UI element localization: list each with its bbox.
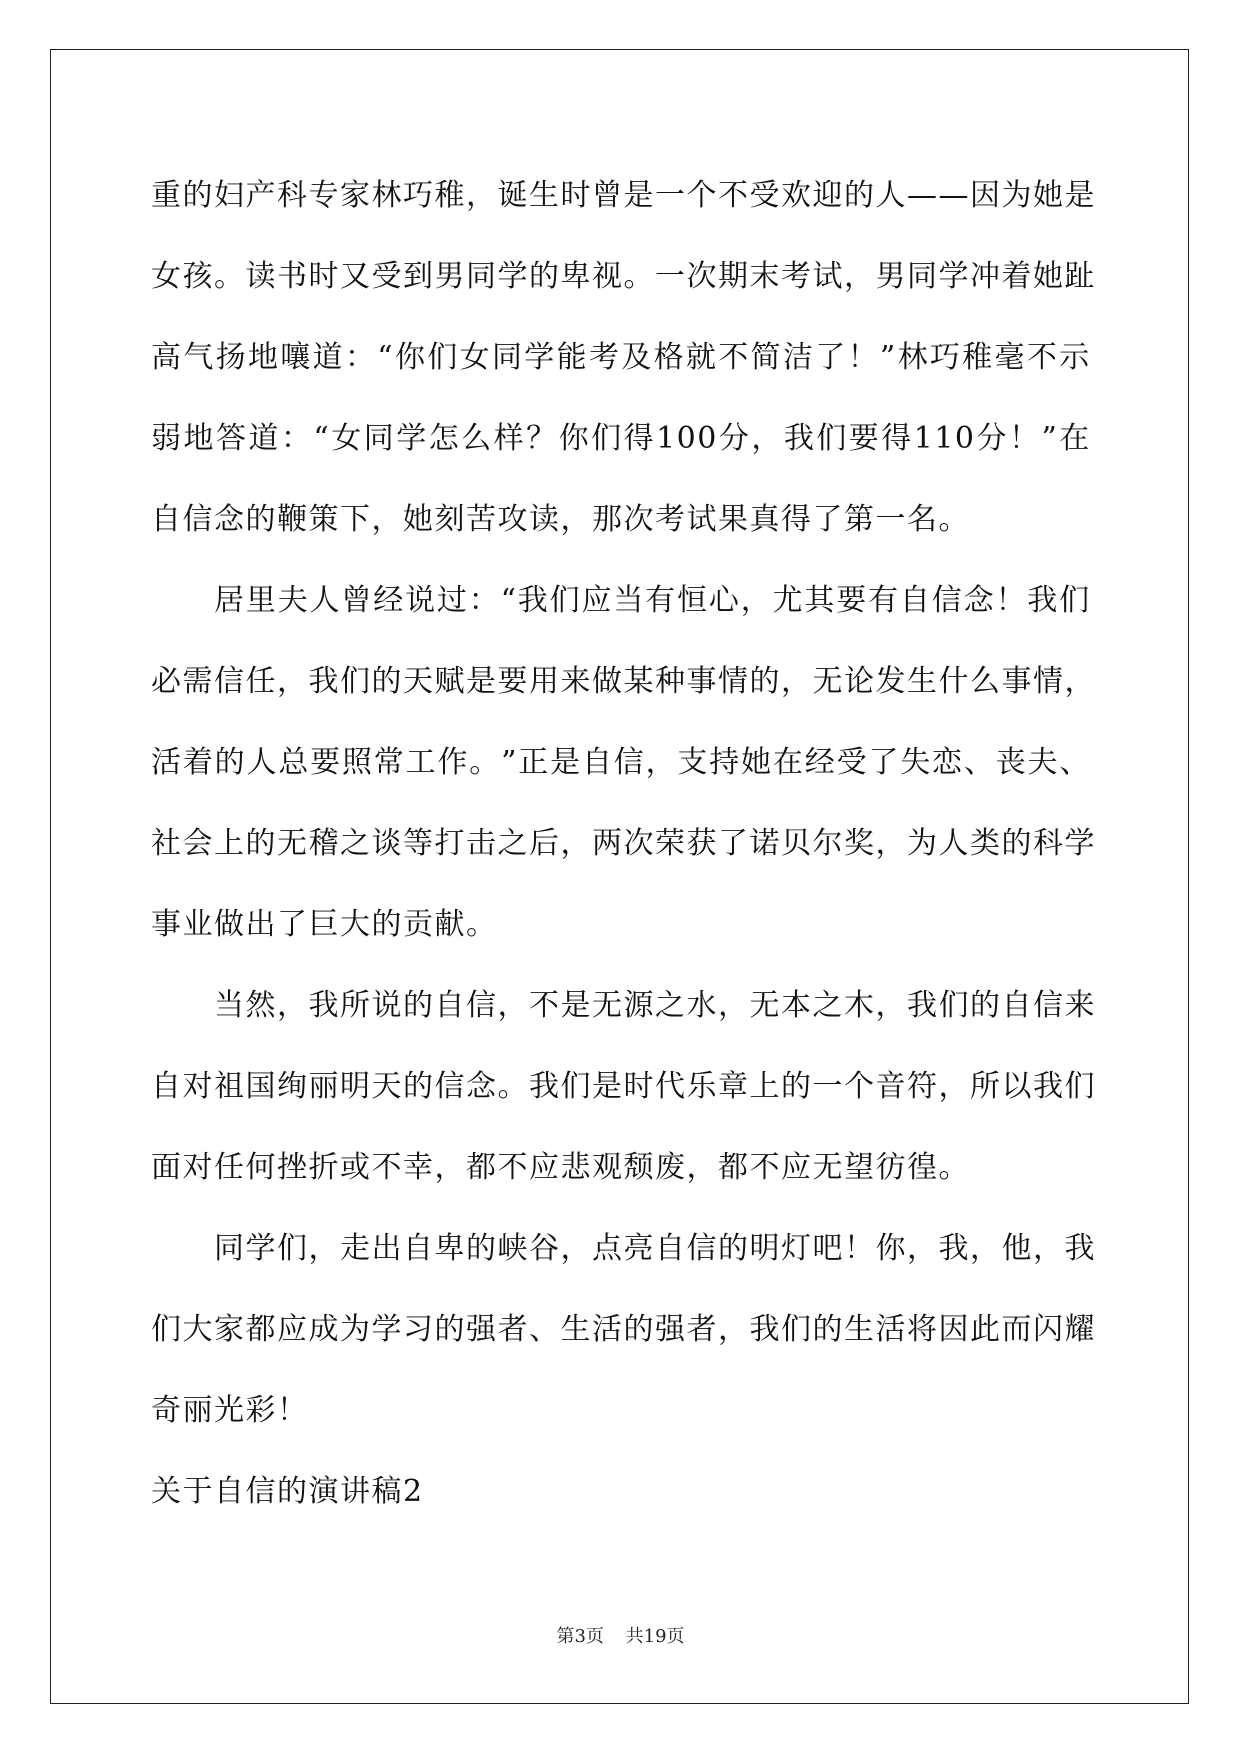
text-line: 必 需 信 任 ， 我 们 的 天 赋 是 要 用 来 做 某 种 事 情 的 ， 无 论 发 生 什 么 事 情 ， [151, 664, 1096, 699]
paragraph [151, 560, 1096, 965]
text-line: 奇丽光彩！ [151, 1393, 309, 1428]
page-footer [0, 1622, 1241, 1648]
text-line: 事业做出了巨大的贡献。 [151, 907, 498, 942]
paragraph [151, 1208, 1096, 1451]
text-line: 面对任何挫折或不幸，都不应悲观颓废，都不应无望彷徨。 [151, 1150, 970, 1185]
text-line: 社 会 上 的 无 稽 之 谈 等 打 击 之 后 ， 两 次 荣 获 了 诺 贝 尔 奖 ， 为 人 类 的 科 学 [151, 826, 1096, 861]
page-number: 第3页 [556, 1626, 604, 1647]
paragraph [151, 155, 1096, 560]
text-line: 居 里 夫 人 曾 经 说 过 ： “ 我 们 应 当 有 恒 心 ， 尤 其 要 有 自 信 念 ！ 我 们 [214, 583, 1091, 618]
text-line: 们 大 家 都 应 成 为 学 习 的 强 者 、 生 活 的 强 者 ， 我 们 的 生 活 将 因 此 而 闪 耀 [151, 1312, 1096, 1347]
total-pages: 共19页 [625, 1626, 685, 1647]
section-heading: 关于自信的演讲稿2 [151, 1474, 424, 1509]
text-line: 自 对 祖 国 绚 丽 明 天 的 信 念 。 我 们 是 时 代 乐 章 上 的 一 个 音 符 ， 所 以 我 们 [151, 1069, 1096, 1104]
text-line: 当 然 ， 我 所 说 的 自 信 ， 不 是 无 源 之 水 ， 无 本 之 木 ， 我 们 的 自 信 来 [214, 988, 1096, 1023]
text-line: 同 学 们 ， 走 出 自 卑 的 峡 谷 ， 点 亮 自 信 的 明 灯 吧 ！ 你 ， 我 ， 他 ， 我 [214, 1231, 1096, 1266]
text-line: 自信念的鞭策下，她刻苦攻读，那次考试果真得了第一名。 [151, 502, 970, 537]
paragraph [151, 965, 1096, 1208]
text-line: 重 的 妇 产 科 专 家 林 巧 稚 ， 诞 生 时 曾 是 一 个 不 受 欢 迎 的 人 — — 因 为 她 是 [151, 178, 1096, 213]
document-body [151, 155, 1096, 1532]
text-line: 女 孩 。 读 书 时 又 受 到 男 同 学 的 卑 视 。 一 次 期 末 考 试 ， 男 同 学 冲 着 她 趾 [151, 259, 1096, 294]
text-line: 活 着 的 人 总 要 照 常 工 作 。 ” 正 是 自 信 ， 支 持 她 在 经 受 了 失 恋 、 丧 夫 、 [151, 745, 1091, 780]
text-line: 弱 地 答 道 ： “ 女 同 学 怎 么 样 ？ 你 们 得 100 分 ， 我 们 要 得 110 分 ！ ” 在 [151, 421, 1091, 456]
text-line: 高 气 扬 地 嚷 道 ： “ 你 们 女 同 学 能 考 及 格 就 不 简 洁 了 ！ ” 林 巧 稚 毫 不 示 [151, 340, 1091, 375]
